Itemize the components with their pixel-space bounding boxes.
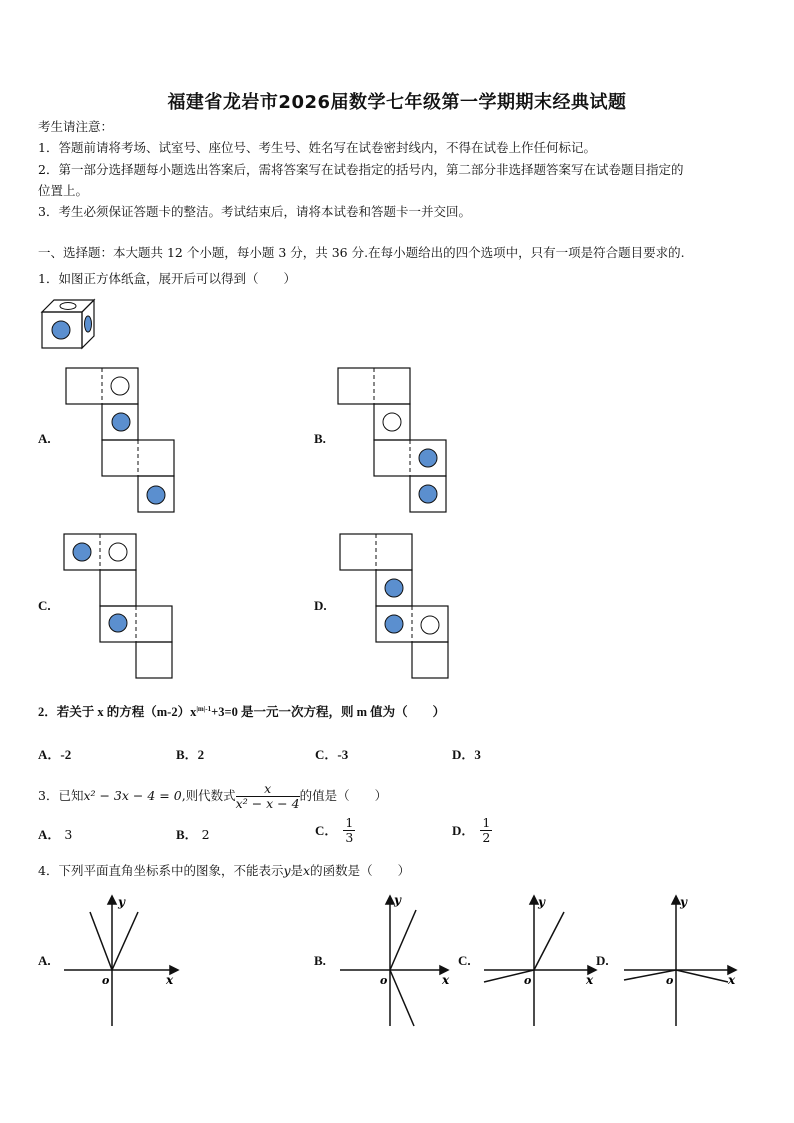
graph-option-a xyxy=(60,892,190,1032)
q1-option-a-label: A. xyxy=(38,431,51,446)
net-option-d xyxy=(334,528,458,682)
graph-option-c xyxy=(478,892,608,1032)
graph-option-b xyxy=(336,892,466,1032)
q2-option-c: C．-3 xyxy=(315,747,349,762)
q3-option-d: D． $\frac{1}{2}$ xyxy=(452,815,491,845)
q2-stem-post: +3=0 是一元一次方程，则 m 值为（ ） xyxy=(211,705,446,720)
q3-stem-mid: ,则代数式 xyxy=(181,788,236,803)
svg-text:o: o xyxy=(102,974,110,987)
page-title: 福建省龙岩市2026届数学七年级第一学期期末经典试题 xyxy=(167,92,627,113)
q3-equation: x² − 3x − 4 = 0 xyxy=(83,788,182,803)
notice-heading: 考生请注意： xyxy=(38,119,114,134)
q3-option-b: B． 2 xyxy=(176,827,210,842)
graph-option-d xyxy=(620,892,750,1032)
notice-item: 3．考生必须保证答题卡的整洁。考试结束后，请将本试卷和答题卡一并交回。 xyxy=(38,204,471,219)
svg-text:o: o xyxy=(380,974,388,987)
q1-option-c-label: C. xyxy=(38,598,51,613)
q3-option-a: A． 3 xyxy=(38,827,73,842)
q3-fraction xyxy=(236,782,300,811)
notice-item: 1．答题前请将考场、试室号、座位号、考生号、姓名写在试卷密封线内，不得在试卷上作任何标记。 xyxy=(38,140,596,155)
net-option-b xyxy=(332,362,456,516)
q3-stem-post: 的值是（ ） xyxy=(299,788,388,803)
q2-exponent: |m|-1 xyxy=(196,705,212,713)
question-3-stem xyxy=(38,778,387,814)
net-option-a xyxy=(60,362,180,516)
svg-text:o: o xyxy=(666,974,674,987)
net-option-c xyxy=(58,528,182,682)
q3-stem-pre: 3．已知 xyxy=(38,788,84,803)
q2-option-b: B．2 xyxy=(176,747,205,762)
notice-item: 2．第一部分选择题每小题选出答案后，需将答案写在试卷指定的括号内，第二部分非选择题答案写在试卷题目指定的 xyxy=(38,162,684,177)
svg-text:x: x xyxy=(728,973,736,987)
q4-option-c-label: C. xyxy=(458,953,471,968)
question-1-stem: 1．如图正方体纸盒，展开后可以得到（ ） xyxy=(38,271,296,286)
q3-fraction-numerator: x xyxy=(236,782,300,797)
svg-text:x: x xyxy=(166,973,174,987)
q1-option-b-label: B. xyxy=(314,431,326,446)
q4-option-a-label: A. xyxy=(38,953,51,968)
svg-text:y: y xyxy=(680,895,687,909)
q1-option-d-label: D. xyxy=(314,598,327,613)
notice-item: 位置上。 xyxy=(38,183,89,198)
svg-text:y: y xyxy=(538,895,545,909)
svg-text:x: x xyxy=(442,973,450,987)
q2-option-a: A．-2 xyxy=(38,747,72,762)
section-heading: 一、选择题：本大题共 12 个小题，每小题 3 分，共 36 分.在每小题给出的四个选项中，只有一项是符合题目要求的. xyxy=(38,245,685,260)
question-2-stem xyxy=(38,700,445,721)
q3-option-c: C． $\frac{1}{3}$ xyxy=(315,815,354,845)
q4-option-d-label: D. xyxy=(596,953,609,968)
q2-option-d: D．3 xyxy=(452,747,481,762)
svg-text:y: y xyxy=(394,893,401,907)
svg-text:y: y xyxy=(118,895,125,909)
q2-stem-pre: 2．若关于 x 的方程（m-2）x xyxy=(38,705,197,720)
svg-text:o: o xyxy=(524,974,532,987)
cube-figure xyxy=(40,298,100,350)
q4-option-b-label: B. xyxy=(314,953,326,968)
svg-text:x: x xyxy=(586,973,594,987)
question-4-stem: 4．下列平面直角坐标系中的图象，不能表示y是x的函数是（ ） xyxy=(38,863,411,878)
q3-fraction-denominator: x² − x − 4 xyxy=(235,795,300,811)
